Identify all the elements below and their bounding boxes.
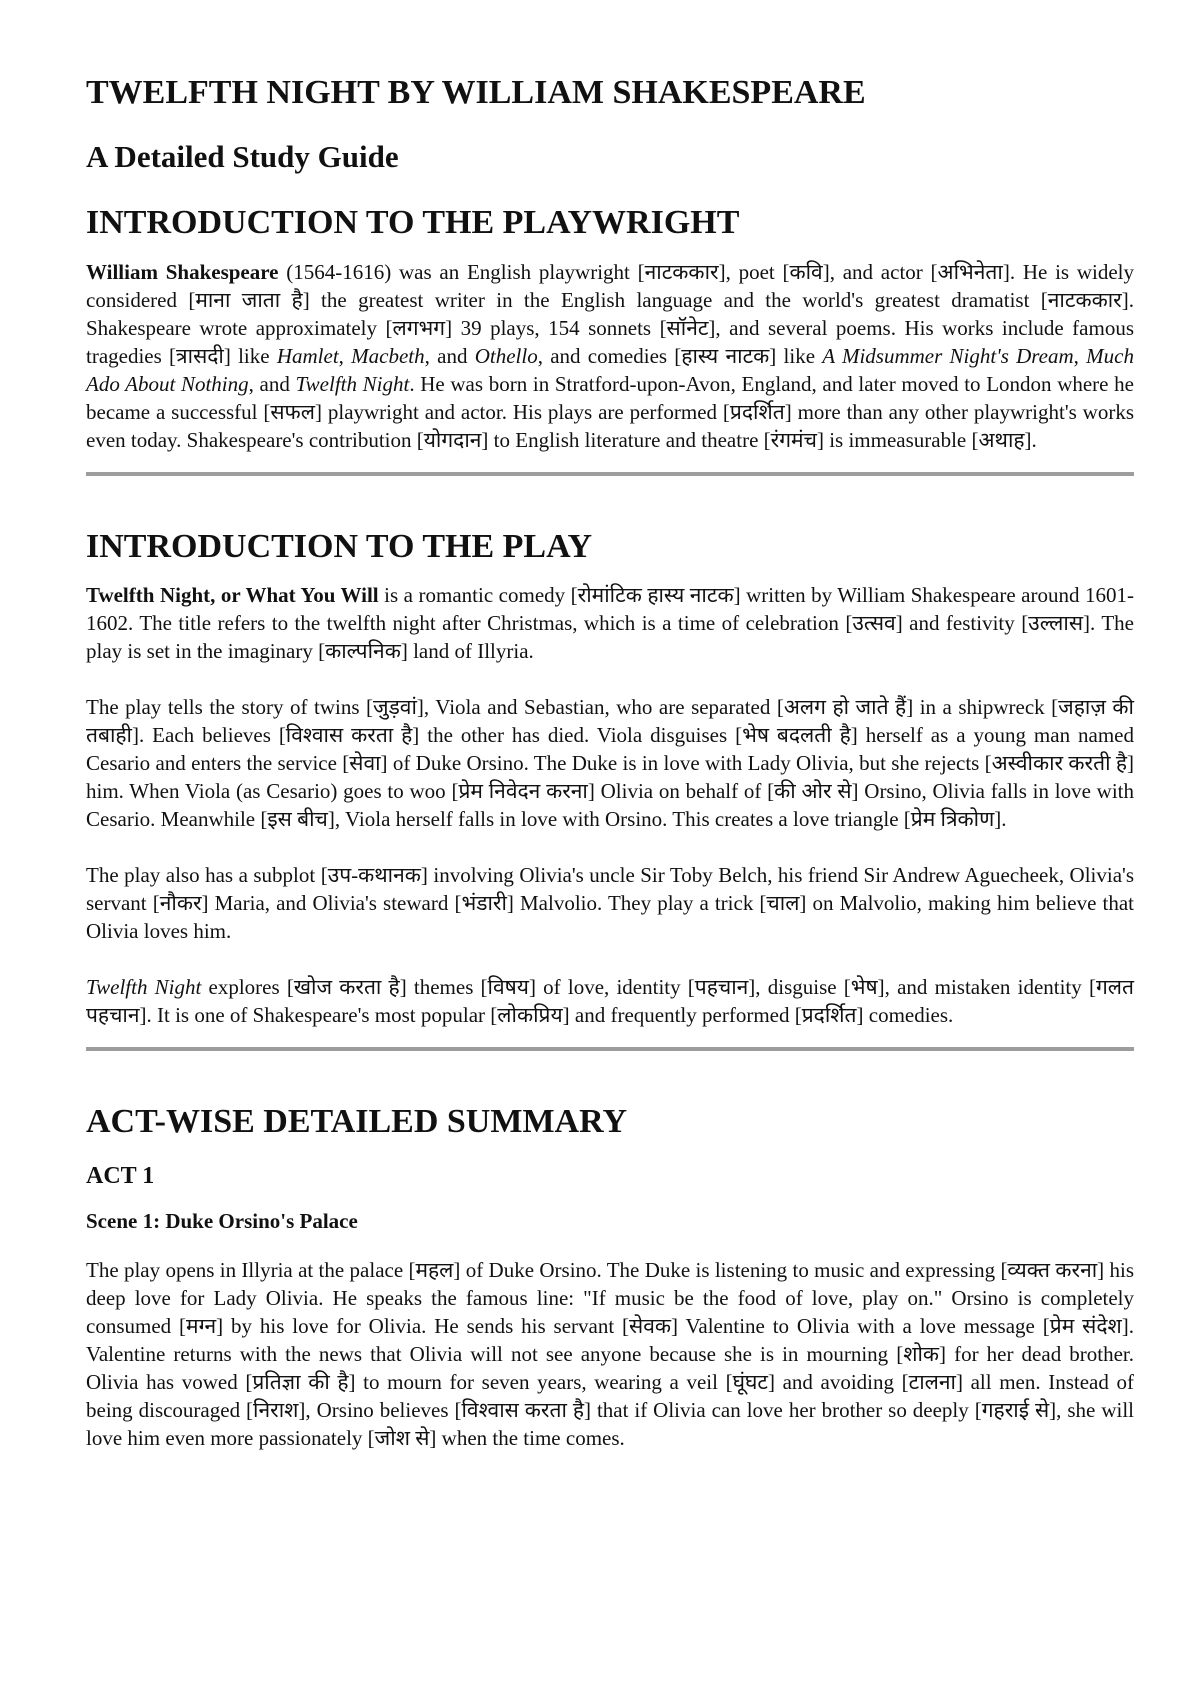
work-title-midsummer: A Midsummer Night's Dream [822, 344, 1074, 368]
playwright-text-tail: . He was born in Stratford-upon-Avon, England, and later moved to London where he became a successful [सफल] playwright and actor. His plays are performed [प्रदर्शित] more than any other playwright's works even today. Shakespeare's contribution [योगदान] to English literature and theatre [रंगमंच] is immeasurable [अथाह]. [86, 372, 1134, 452]
work-title-othello: Othello [474, 344, 538, 368]
play-paragraph-1-text: is a romantic comedy [रोमांटिक हास्य नाटक] written by William Shakespeare around 1601-1602. The title refers to the twelfth night after Christmas, which is a time of celebration [उत्सव] and festivity [उल्लास]. The play is set in the imaginary [काल्पनिक] land of Illyria. [86, 583, 1134, 663]
playwright-section [86, 200, 1134, 454]
play-section-title: INTRODUCTION TO THE PLAY [86, 528, 593, 565]
playwright-text-part-1: (1564-1616) was an English playwright [नाटककार], poet [कवि], and actor [अभिनेता]. He is widely considered [माना जाता है] the greatest writer in the English language and the world's greatest dramatist [नाटककार]. Shakespeare wrote approximately [लगभग] 39 plays, 154 sonnets [सॉनेट], and several poems. His works include famous tragedies [त्रासदी] like [86, 260, 1134, 368]
playwright-separator-3: , and comedies [हास्य नाटक] like [537, 344, 823, 368]
work-title-hamlet: Hamlet [276, 344, 339, 368]
playwright-separator-1: , [338, 344, 352, 368]
scene-title: Scene 1: Duke Orsino's Palace [86, 1209, 358, 1233]
playwright-name: William Shakespeare [86, 260, 279, 284]
act-title: ACT 1 [86, 1163, 155, 1189]
section-divider [86, 472, 1134, 476]
document-subtitle: A Detailed Study Guide [86, 139, 399, 174]
paragraph-spacer [86, 665, 1134, 693]
playwright-paragraph [86, 258, 1134, 454]
play-paragraph-4 [86, 973, 1134, 1029]
study-guide-page [86, 66, 1134, 1452]
play-paragraph-4-text: explores [खोज करता है] themes [विषय] of love, identity [पहचान], disguise [भेष], and mistaken identity [गलत पहचान]. It is one of Shakespeare's most popular [लोकप्रिय] and frequently performed [प्रदर्शित] comedies. [86, 975, 1134, 1027]
play-paragraph-2: The play tells the story of twins [जुड़वां], Viola and Sebastian, who are separated [अलग हो जाते हैं] in a shipwreck [जहाज़ की तबाही]. Each believes [विश्वास करता है] the other has died. Viola disguises [भेष बदलती है] herself as a young man named Cesario and enters the service [सेवा] of Duke Orsino. The Duke is in love with Lady Olivia, but she rejects [अस्वीकार करती है] him. When Viola (as Cesario) goes to woo [प्रेम निवेदन करना] Olivia on behalf of [की ओर से] Orsino, Olivia falls in love with Cesario. Meanwhile [इस बीच], Viola herself falls in love with Orsino. This creates a love triangle [प्रेम त्रिकोण]. [86, 695, 1134, 831]
paragraph-spacer [86, 833, 1134, 861]
playwright-separator-5: , and [248, 372, 296, 396]
play-paragraph-3: The play also has a subplot [उप-कथानक] involving Olivia's uncle Sir Toby Belch, his friend Sir Andrew Aguecheek, Olivia's servant [नौकर] Maria, and Olivia's steward [भंडारी] Malvolio. They play a trick [चाल] on Malvolio, making him believe that Olivia loves him. [86, 863, 1134, 943]
work-title-macbeth: Macbeth [351, 344, 425, 368]
play-title-italic: Twelfth Night [86, 975, 202, 999]
summary-section [86, 1099, 1134, 1452]
work-title-twelfth-night: Twelfth Night [295, 372, 410, 396]
playwright-separator-4: , [1073, 344, 1087, 368]
section-divider [86, 1047, 1134, 1051]
playwright-separator-2: , and [424, 344, 475, 368]
play-section [86, 524, 1134, 1029]
play-paragraph-1 [86, 581, 1134, 665]
play-title-lead: Twelfth Night, or What You Will [86, 583, 379, 607]
summary-paragraph: The play opens in Illyria at the palace [महल] of Duke Orsino. The Duke is listening to music and expressing [व्यक्त करना] his deep love for Lady Olivia. He speaks the famous line: "If music be the food of love, play on." Orsino is completely consumed [मग्न] by his love for Olivia. He sends his servant [सेवक] Valentine to Olivia with a love message [प्रेम संदेश]. Valentine returns with the news that Olivia will not see anyone because she is in mourning [शोक] for her dead brother. Olivia has vowed [प्रतिज्ञा की है] to mourn for seven years, wearing a veil [घूंघट] and avoiding [टालना] all men. Instead of being discouraged [निराश], Orsino believes [विश्वास करता है] that if Olivia can love her brother so deeply [गहराई से], she will love him even more passionately [जोश से] when the time comes. [86, 1258, 1134, 1450]
work-title-much-ado: Much Ado About Nothing [86, 344, 1134, 396]
paragraph-spacer [86, 945, 1134, 973]
summary-section-title: ACT-WISE DETAILED SUMMARY [86, 1103, 627, 1140]
document-title: TWELFTH NIGHT BY WILLIAM SHAKESPEARE [86, 74, 866, 111]
playwright-section-title: INTRODUCTION TO THE PLAYWRIGHT [86, 204, 740, 241]
